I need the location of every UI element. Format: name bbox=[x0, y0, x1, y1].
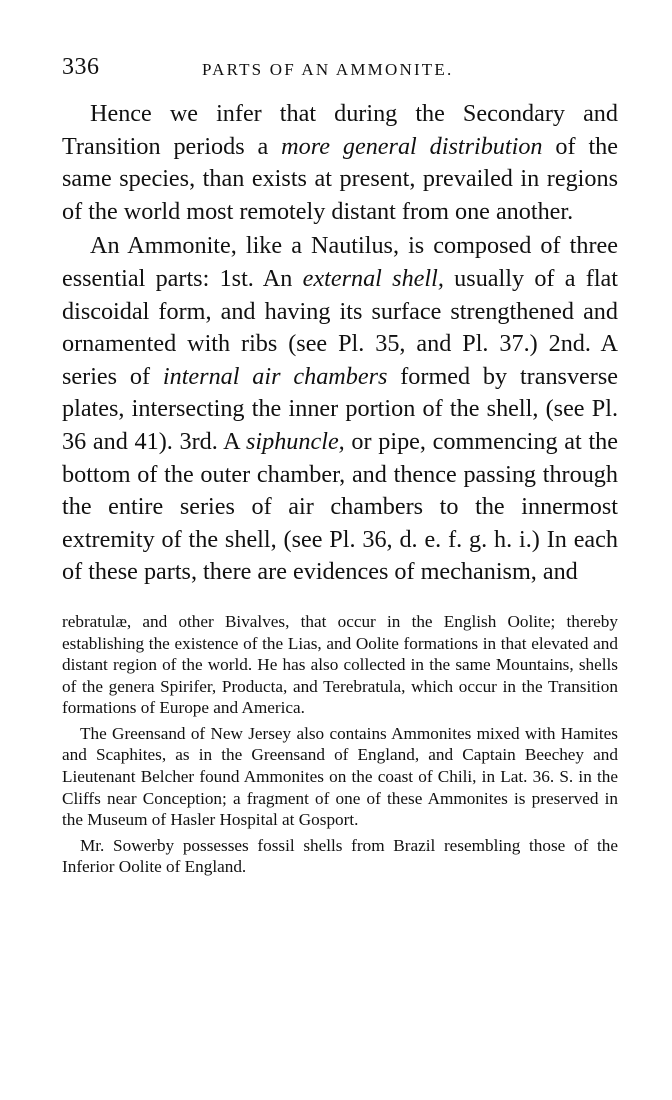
main-paragraph bbox=[62, 230, 618, 589]
text-run: formed by transverse plates, intersecting the inner portion of the shell, (see Pl. 36 and 41). 3rd. A bbox=[62, 362, 618, 455]
text-run: or pipe, commencing at the bottom of the outer chamber, and thence passing through the entire series of air chambers to the innermost extremity of the shell, (see Pl. 36, d. e. f. g. h. i.) In each of these parts, there are evidences of mechanism, and bbox=[62, 427, 618, 586]
text-run: An Ammonite, like a Nautilus, is composed of three essential parts: 1st. An bbox=[62, 232, 618, 292]
page-header bbox=[62, 48, 618, 84]
book-page bbox=[62, 48, 618, 878]
italic-run: siphuncle, bbox=[245, 427, 345, 455]
footnote-paragraph: Mr. Sowerby possesses fossil shells from Brazil resembling those of the Inferior Oolite of England. bbox=[62, 835, 618, 877]
italic-run: internal air chambers bbox=[162, 362, 388, 390]
running-head: PARTS OF AN AMMONITE. bbox=[202, 60, 454, 79]
footnotes bbox=[62, 611, 618, 878]
main-text bbox=[62, 98, 618, 589]
text-run: usually of a flat discoidal form, and having its surface strengthened and ornamented with ribs (see Pl. 35, and Pl. 37.) 2nd. A series of bbox=[62, 264, 619, 390]
italic-run: more general distribution bbox=[281, 132, 543, 160]
footnote-paragraph: rebratulæ, and other Bivalves, that occur in the English Oolite; thereby establishing the existence of the Lias, and Oolite formations in that elevated and distant region of the world. He has also collected in the same Mountains, shells of the genera Spirifer, Producta, and Terebratula, which occur in the Transition formations of Europe and America. bbox=[62, 611, 618, 718]
page-number: 336 bbox=[62, 54, 100, 80]
text-run: of the same species, than exists at present, prevailed in regions of the world most remotely distant from one another. bbox=[62, 132, 618, 225]
italic-run: external shell, bbox=[302, 264, 444, 292]
text-run: Hence we infer that during the Secondary and Transition periods a bbox=[62, 100, 618, 160]
footnote-paragraph: The Greensand of New Jersey also contains Ammonites mixed with Hamites and Scaphites, as in the Greensand of England, and Captain Beechey and Lieutenant Belcher found Ammonites on the coast of Chili, in Lat. 36. S. in the Cliffs near Conception; a fragment of one of these Ammonites is preserved in the Museum of Hasler Hospital at Gosport. bbox=[62, 723, 618, 830]
main-paragraph bbox=[62, 98, 618, 228]
